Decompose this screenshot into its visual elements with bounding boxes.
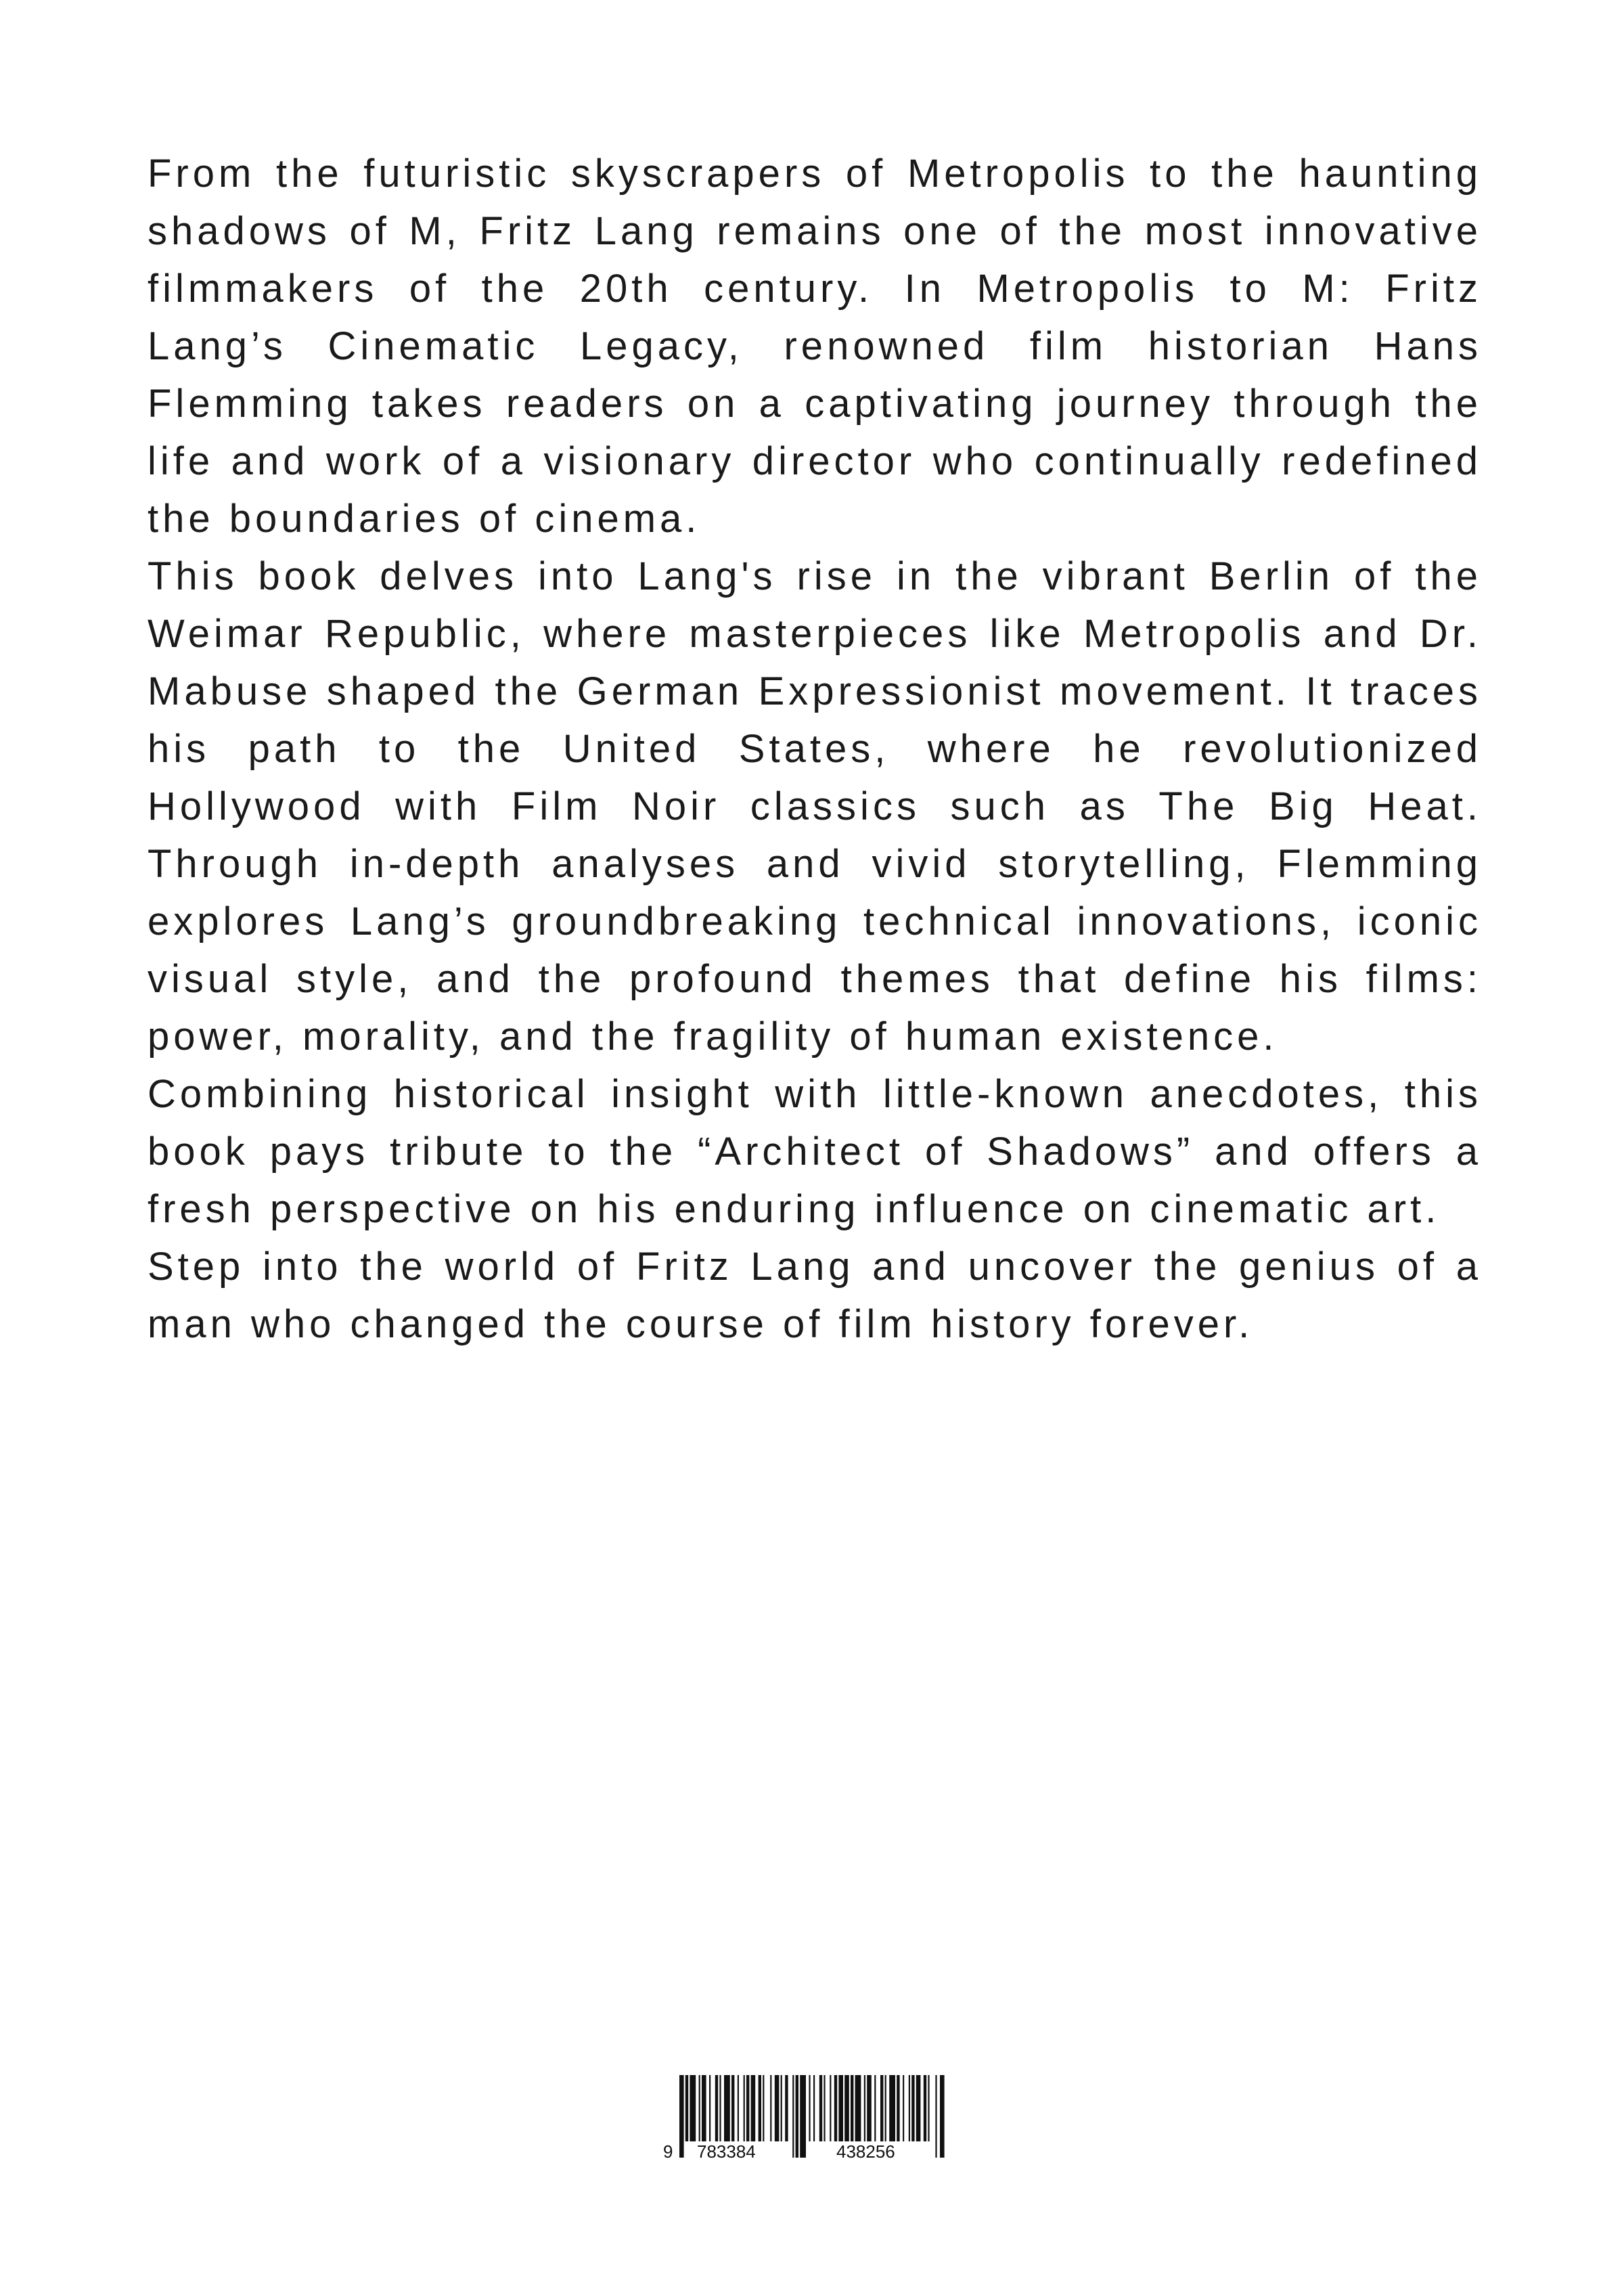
barcode-bar [731, 2075, 734, 2141]
barcode-bar [916, 2075, 921, 2141]
barcode-bar [763, 2075, 764, 2141]
barcode-bar [744, 2075, 745, 2141]
barcode-graphic [663, 2072, 961, 2167]
barcode-bar [867, 2075, 872, 2141]
barcode-bar [759, 2075, 761, 2141]
barcode-bar [824, 2075, 825, 2141]
barcode-bar [874, 2075, 876, 2141]
barcode-bar [940, 2075, 945, 2158]
blurb-paragraph-3: Combining historical insight with little-known anecdotes, this book pays tribute to the “Architect of Shadows” and offers a fresh perspective on his enduring influence on cinematic art. [148, 1072, 1482, 1231]
barcode-bar [909, 2075, 910, 2141]
barcode-bar [830, 2075, 831, 2141]
barcode-bar [897, 2075, 899, 2141]
blurb-paragraph-4: Step into the world of Fritz Lang and uncover the genius of a man who changed the course of film history forever. [148, 1245, 1482, 1346]
barcode-bar [751, 2075, 756, 2141]
barcode-bar [844, 2075, 849, 2141]
barcode-bar [800, 2075, 806, 2158]
barcode-bar [851, 2075, 853, 2141]
barcode-right-digits: 438256 [836, 2141, 895, 2162]
barcode-bar [699, 2075, 700, 2141]
barcode-bar [679, 2075, 684, 2158]
isbn-barcode [663, 2072, 961, 2167]
barcode-prefix-digit: 9 [663, 2141, 673, 2162]
barcode-bar [911, 2075, 914, 2141]
barcode-bar [885, 2075, 886, 2141]
barcode-bar [724, 2075, 730, 2141]
barcode-bar [715, 2075, 718, 2141]
barcode-bar [889, 2075, 895, 2141]
barcode-bar [709, 2075, 710, 2141]
barcode-bar [702, 2075, 706, 2141]
barcode-bar [685, 2075, 688, 2141]
barcode-bar [838, 2075, 843, 2141]
barcode-bar [834, 2075, 837, 2141]
blurb-paragraph-2: This book delves into Lang's rise in the vibrant Berlin of the Weimar Republic, where masterpieces like Metropolis and Dr. Mabuse shaped the German Expressionist movement. It traces his path to the United States, where he revolutionized Hollywood with Film Noir classics such as The Big Heat. Through in-depth analyses and vivid storytelling, Flemming explores Lang’s groundbreaking technical innovations, iconic visual style, and the profound themes that define his films: power, morality, and the fragility of human existence. [148, 554, 1482, 1059]
barcode-bar [785, 2075, 788, 2141]
barcode-bar [792, 2075, 794, 2158]
barcode-bar [935, 2075, 937, 2158]
barcode-bar [770, 2075, 771, 2141]
barcode-bar [903, 2075, 904, 2141]
barcode-bar [855, 2075, 861, 2141]
barcode-bar [813, 2075, 815, 2141]
barcode-bar [819, 2075, 822, 2141]
barcode-bar [690, 2075, 696, 2141]
barcode-bar [928, 2075, 929, 2141]
barcode-bar [781, 2075, 782, 2141]
barcode-bar [864, 2075, 865, 2141]
blurb-paragraph-1: From the futuristic skyscrapers of Metropolis to the haunting shadows of M, Fritz Lang remains one of the most innovative filmmakers of the 20th century. In Metropolis to M: Fritz Lang’s Cinematic Legacy, renowned film historian Hans Flemming takes readers on a captivating journey through the life and work of a visionary director who continually redefined the boundaries of cinema. [148, 152, 1482, 541]
barcode-bar [719, 2075, 721, 2141]
barcode-bar [809, 2075, 810, 2141]
barcode-bar [880, 2075, 883, 2141]
barcode-bar [924, 2075, 926, 2141]
barcode-bar [746, 2075, 749, 2141]
barcode-left-digits: 783384 [697, 2141, 756, 2162]
blurb-text [148, 145, 1482, 1353]
barcode-bar [796, 2075, 798, 2158]
barcode-bar [738, 2075, 739, 2141]
barcode-bar [775, 2075, 780, 2141]
